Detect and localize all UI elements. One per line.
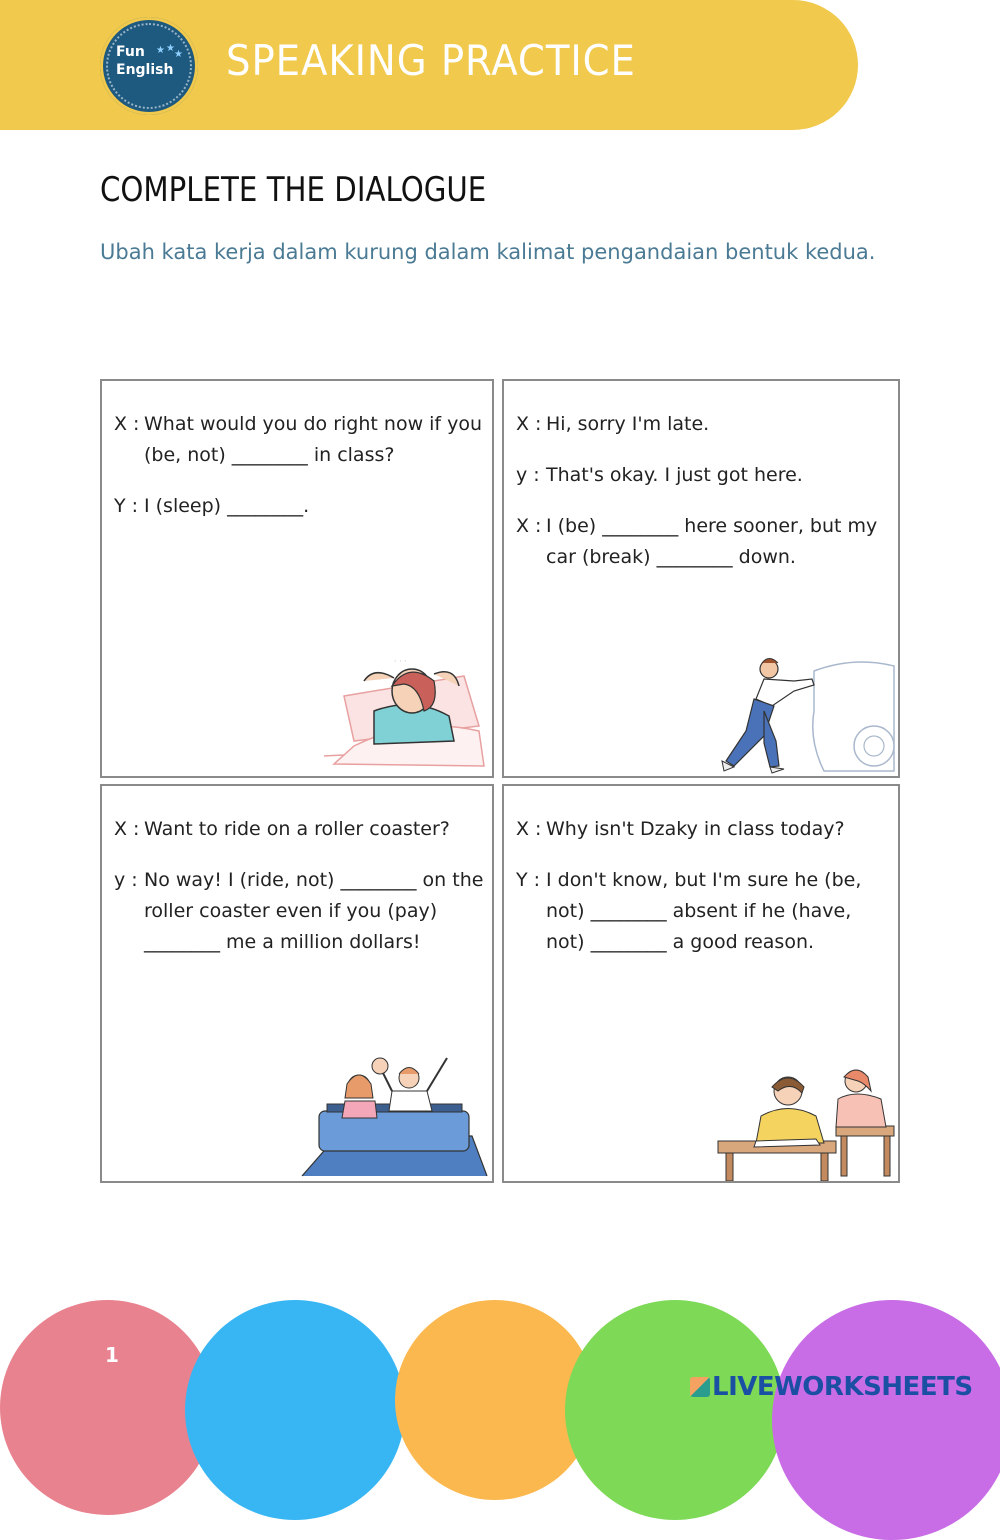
svg-text:· · ·: · · · — [394, 657, 407, 666]
dialogue-card-1 — [100, 379, 494, 778]
man-pushing-car-illustration — [694, 651, 899, 776]
speaker-label: y : — [516, 464, 540, 486]
star-icon: ★ — [166, 43, 175, 54]
speaker-label: Y : — [516, 869, 541, 891]
dialogue-line — [516, 865, 890, 958]
speaker-label: X : — [516, 515, 542, 537]
page-header-title: SPEAKING PRACTICE — [226, 36, 636, 85]
liveworksheets-brand[interactable] — [690, 1372, 973, 1402]
dialogue-card-4 — [502, 784, 900, 1183]
dialogue-lines — [516, 814, 890, 978]
dialogue-text: Why isn't Dzaky in class today? — [546, 818, 845, 840]
dialogue-line — [516, 511, 890, 573]
speaker-label: y : — [114, 869, 138, 891]
dialogue-text: I (sleep) ________. — [144, 495, 310, 517]
dialogue-text: That's okay. I just got here. — [546, 464, 803, 486]
speaker-label: X : — [114, 818, 140, 840]
page-number: 1 — [105, 1343, 119, 1367]
dialogue-line — [516, 814, 890, 845]
woman-sleeping-illustration — [314, 656, 494, 776]
speaker-label: X : — [516, 818, 542, 840]
dialogue-line — [114, 814, 484, 845]
dialogue-card-2 — [502, 379, 900, 778]
dialogue-card-3 — [100, 784, 494, 1183]
speaker-label: Y : — [114, 495, 139, 517]
speaker-label: X : — [114, 413, 140, 435]
dialogue-line — [516, 460, 890, 491]
dialogue-text: Want to ride on a roller coaster? — [144, 818, 450, 840]
dialogue-grid — [100, 379, 900, 1187]
logo-line2: English — [116, 62, 174, 78]
dialogue-text: Hi, sorry I'm late. — [546, 413, 710, 435]
logo-line1: Fun — [116, 44, 145, 60]
star-icon: ★ — [156, 45, 165, 56]
brand-text: LIVEWORKSHEETS — [712, 1372, 973, 1402]
footer-circle-green — [565, 1300, 785, 1520]
star-icon: ★ — [174, 49, 183, 60]
footer-circle-purple — [772, 1300, 1000, 1540]
footer-circle-pink — [0, 1300, 215, 1515]
dialogue-text: I don't know, but I'm sure he (be, not) ________ absent if he (have, not) ________ a good reason. — [546, 869, 862, 953]
fun-english-logo — [100, 17, 198, 115]
dialogue-text: I (be) ________ here sooner, but my car (break) ________ down. — [546, 515, 878, 568]
footer-circle-blue — [185, 1300, 405, 1520]
dialogue-lines — [114, 409, 484, 542]
dialogue-line — [114, 865, 484, 958]
dialogue-lines — [516, 409, 890, 593]
section-title: COMPLETE THE DIALOGUE — [100, 170, 487, 210]
dialogue-lines — [114, 814, 484, 978]
dialogue-text: No way! I (ride, not) ________ on the roller coaster even if you (pay) ________ me a million dollars! — [144, 869, 484, 953]
instruction-text: Ubah kata kerja dalam kurung dalam kalimat pengandaian bentuk kedua. — [100, 240, 876, 264]
dialogue-line — [114, 409, 484, 471]
speaker-label: X : — [516, 413, 542, 435]
dialogue-line — [516, 409, 890, 440]
dialogue-text: What would you do right now if you (be, not) ________ in class? — [144, 413, 483, 466]
roller-coaster-illustration — [297, 1056, 492, 1181]
students-at-desks-illustration — [716, 1061, 898, 1181]
dialogue-line — [114, 491, 484, 522]
liveworksheets-logo-icon — [690, 1377, 710, 1397]
